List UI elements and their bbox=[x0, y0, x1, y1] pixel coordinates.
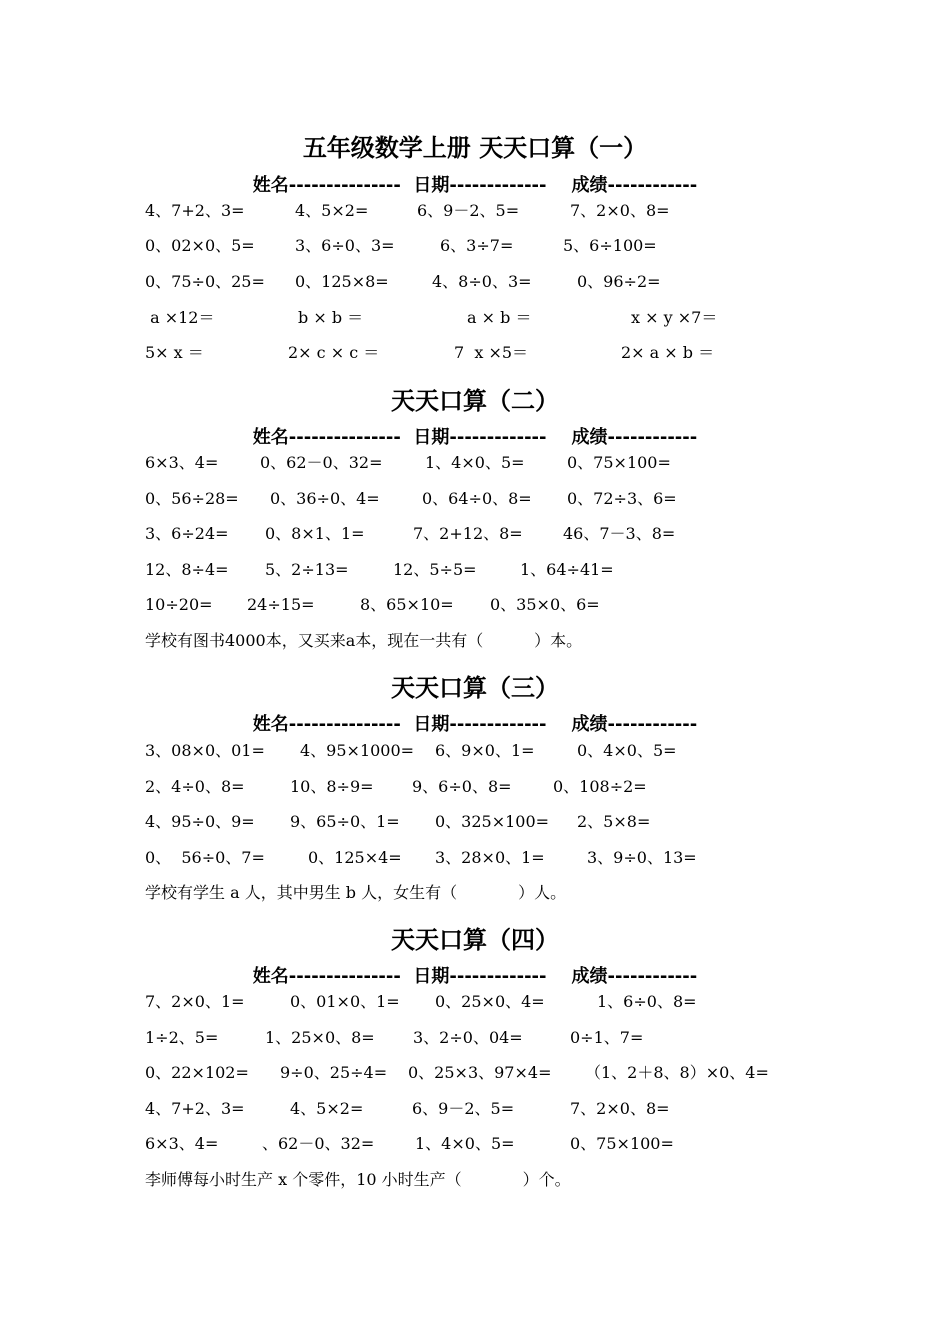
exercise-row bbox=[145, 990, 925, 1014]
exercise: 6×3、4= bbox=[145, 453, 219, 472]
exercise: 0、4×0、5= bbox=[577, 741, 677, 760]
exercise: 4、5×2= bbox=[290, 1099, 364, 1118]
exercise: 10、8÷9= bbox=[290, 777, 374, 796]
exercise-row bbox=[145, 341, 925, 365]
exercise: 4、8÷0、3= bbox=[432, 272, 532, 291]
exercise: 0、8×1、1= bbox=[265, 524, 365, 543]
exercise: 4、7+2、3= bbox=[145, 201, 245, 220]
exercise: 0、108÷2= bbox=[553, 777, 647, 796]
exercise: 6×3、4= bbox=[145, 1134, 219, 1153]
exercise: 0、35×0、6= bbox=[490, 595, 600, 614]
exercise: 3、9÷0、13= bbox=[587, 848, 697, 867]
exercise: 5、6÷100= bbox=[563, 236, 657, 255]
exercise: 1、6÷0、8= bbox=[597, 992, 697, 1011]
exercise: b × b ＝ bbox=[298, 308, 364, 327]
exercise: 10÷20= bbox=[145, 595, 213, 614]
section-title: 天天口算（三） bbox=[391, 674, 559, 702]
name-date-score-header: 姓名--------------- 日期------------- 成绩------------ bbox=[252, 714, 698, 735]
section-title: 天天口算（二） bbox=[391, 387, 559, 415]
exercise: 0、 56÷0、7= bbox=[145, 848, 265, 867]
exercise: 9、6÷0、8= bbox=[412, 777, 512, 796]
section-title: 天天口算（四） bbox=[391, 926, 559, 954]
exercise: 2× a × b ＝ bbox=[621, 343, 715, 362]
exercise: 7、2×0、8= bbox=[570, 201, 670, 220]
exercise-row bbox=[145, 1132, 925, 1156]
exercise: 0、125×4= bbox=[308, 848, 402, 867]
exercise: 3、08×0、01= bbox=[145, 741, 265, 760]
exercise-row bbox=[145, 451, 925, 475]
exercise: 0、56÷28= bbox=[145, 489, 239, 508]
exercise: 0、64÷0、8= bbox=[422, 489, 532, 508]
exercise: 2、4÷0、8= bbox=[145, 777, 245, 796]
exercise-row bbox=[145, 199, 925, 223]
exercise: 0、75×100= bbox=[567, 453, 671, 472]
exercise-row bbox=[145, 558, 925, 582]
exercise-row bbox=[145, 234, 925, 258]
exercise: 5× x ＝ bbox=[145, 343, 204, 362]
exercise: 4、95÷0、9= bbox=[145, 812, 255, 831]
exercise: 12、5÷5= bbox=[393, 560, 477, 579]
exercise: 7、2×0、1= bbox=[145, 992, 245, 1011]
exercise: a × b ＝ bbox=[467, 308, 532, 327]
exercise: 9、65÷0、1= bbox=[290, 812, 400, 831]
exercise-row bbox=[145, 1097, 925, 1121]
exercise-row bbox=[145, 810, 925, 834]
exercise: 6、9－2、5= bbox=[412, 1099, 515, 1118]
exercise: 1、4×0、5= bbox=[415, 1134, 515, 1153]
name-date-score-header: 姓名--------------- 日期------------- 成绩------------ bbox=[252, 966, 698, 987]
exercise: 7、2+12、8= bbox=[413, 524, 523, 543]
exercise: 2、5×8= bbox=[577, 812, 651, 831]
exercise: 7 x ×5＝ bbox=[454, 343, 529, 362]
exercise: 0、25×3、97×4= bbox=[408, 1063, 552, 1082]
name-date-score-header: 姓名--------------- 日期------------- 成绩------------ bbox=[252, 175, 698, 196]
word-problem: 学校有图书4000本，又买来a本，现在一共有（ ）本。 bbox=[145, 631, 583, 650]
exercise: 1、4×0、5= bbox=[425, 453, 525, 472]
exercise: 2× c × c ＝ bbox=[288, 343, 380, 362]
exercise: 1、64÷41= bbox=[520, 560, 614, 579]
exercise: 3、2÷0、04= bbox=[413, 1028, 523, 1047]
exercise: 0、125×8= bbox=[295, 272, 389, 291]
exercise-row bbox=[145, 775, 925, 799]
exercise: 3、6÷24= bbox=[145, 524, 229, 543]
exercise: 1、25×0、8= bbox=[265, 1028, 375, 1047]
exercise: 4、5×2= bbox=[295, 201, 369, 220]
exercise: 3、6÷0、3= bbox=[295, 236, 395, 255]
exercise: 0、325×100= bbox=[435, 812, 550, 831]
exercise: 7、2×0、8= bbox=[570, 1099, 670, 1118]
word-problem: 学校有学生 a 人，其中男生 b 人，女生有（ ）人。 bbox=[145, 883, 567, 902]
exercise-row bbox=[145, 1061, 925, 1085]
exercise-row bbox=[145, 1026, 925, 1050]
exercise: 6、9－2、5= bbox=[417, 201, 520, 220]
exercise: 4、7+2、3= bbox=[145, 1099, 245, 1118]
name-date-score-header: 姓名--------------- 日期------------- 成绩------------ bbox=[252, 427, 698, 448]
exercise: 0、72÷3、6= bbox=[567, 489, 677, 508]
exercise: 4、95×1000= bbox=[300, 741, 415, 760]
exercise-row bbox=[145, 306, 925, 330]
exercise-row bbox=[145, 522, 925, 546]
exercise: 12、8÷4= bbox=[145, 560, 229, 579]
exercise: 0÷1、7= bbox=[570, 1028, 644, 1047]
exercise: 1÷2、5= bbox=[145, 1028, 219, 1047]
exercise-row bbox=[145, 593, 925, 617]
exercise: 、62－0、32= bbox=[262, 1134, 375, 1153]
exercise: 6、9×0、1= bbox=[435, 741, 535, 760]
exercise: 0、02×0、5= bbox=[145, 236, 255, 255]
exercise: 0、96÷2= bbox=[577, 272, 661, 291]
exercise: （1、2＋8、8）×0、4= bbox=[585, 1063, 769, 1082]
exercise: 0、75÷0、25= bbox=[145, 272, 265, 291]
exercise: a ×12＝ bbox=[145, 308, 215, 327]
exercise-row bbox=[145, 487, 925, 511]
exercise-row bbox=[145, 739, 925, 763]
exercise: 9÷0、25÷4= bbox=[280, 1063, 388, 1082]
exercise: 0、01×0、1= bbox=[290, 992, 400, 1011]
exercise: x × y ×7＝ bbox=[631, 308, 718, 327]
exercise: 0、25×0、4= bbox=[435, 992, 545, 1011]
exercise: 8、65×10= bbox=[360, 595, 454, 614]
exercise: 46、7－3、8= bbox=[563, 524, 676, 543]
section-title: 五年级数学上册 天天口算（一） bbox=[302, 134, 648, 162]
exercise-row bbox=[145, 846, 925, 870]
exercise: 0、75×100= bbox=[570, 1134, 674, 1153]
exercise: 24÷15= bbox=[247, 595, 315, 614]
word-problem: 李师傅每小时生产 x 个零件，10 小时生产（ ）个。 bbox=[145, 1170, 571, 1189]
exercise: 0、22×102= bbox=[145, 1063, 249, 1082]
exercise: 0、36÷0、4= bbox=[270, 489, 380, 508]
exercise: 3、28×0、1= bbox=[435, 848, 545, 867]
exercise: 6、3÷7= bbox=[440, 236, 514, 255]
exercise: 5、2÷13= bbox=[265, 560, 349, 579]
exercise-row bbox=[145, 270, 925, 294]
exercise: 0、62－0、32= bbox=[260, 453, 383, 472]
